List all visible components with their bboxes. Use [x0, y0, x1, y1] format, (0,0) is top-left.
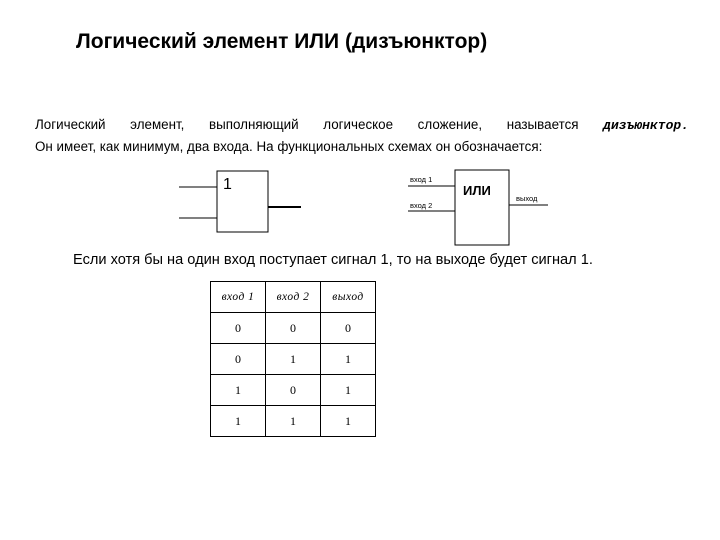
- table-cell: 0: [211, 313, 266, 344]
- table-row: [211, 406, 376, 437]
- term-disjunctor: дизъюнктор.: [603, 118, 689, 133]
- table-cell: 0: [211, 344, 266, 375]
- or-gate-symbol-1: [176, 166, 306, 236]
- table-cell: 1: [211, 406, 266, 437]
- column-header-output: выход: [321, 282, 376, 313]
- slide-title: Логический элемент ИЛИ (дизъюнктор): [76, 30, 488, 53]
- gate-2-body: [455, 170, 509, 245]
- gate-2-label: ИЛИ: [463, 183, 491, 198]
- column-header-input-2: вход 2: [266, 282, 321, 313]
- table-cell: 1: [266, 406, 321, 437]
- description-line-2: Он имеет, как минимум, два входа. На функциональных схемах он обозначается:: [35, 139, 543, 154]
- table-row: [211, 344, 376, 375]
- table-row: [211, 375, 376, 406]
- table-cell: 1: [211, 375, 266, 406]
- table-cell: 1: [321, 344, 376, 375]
- table-cell: 0: [266, 313, 321, 344]
- description-paragraph: [35, 114, 689, 157]
- table-cell: 1: [266, 344, 321, 375]
- truth-table-header-row: [211, 282, 376, 313]
- table-cell: 1: [321, 406, 376, 437]
- table-row: [211, 313, 376, 344]
- table-cell: 0: [266, 375, 321, 406]
- gate-2-input-2-label: вход 2: [410, 201, 433, 210]
- column-header-input-1: вход 1: [211, 282, 266, 313]
- description-line-1: [35, 114, 689, 136]
- truth-table: [210, 281, 376, 437]
- gate-2-input-1-label: вход 1: [410, 175, 433, 184]
- description-text: Логический элемент, выполняющий логическое сложение, называется: [35, 117, 579, 132]
- or-gate-symbol-2: [405, 166, 555, 252]
- gate-1-label: 1: [223, 176, 232, 193]
- gate-2-output-label: выход: [516, 194, 538, 203]
- table-cell: 0: [321, 313, 376, 344]
- rule-sentence: Если хотя бы на один вход поступает сигнал 1, то на выходе будет сигнал 1.: [73, 252, 593, 268]
- table-cell: 1: [321, 375, 376, 406]
